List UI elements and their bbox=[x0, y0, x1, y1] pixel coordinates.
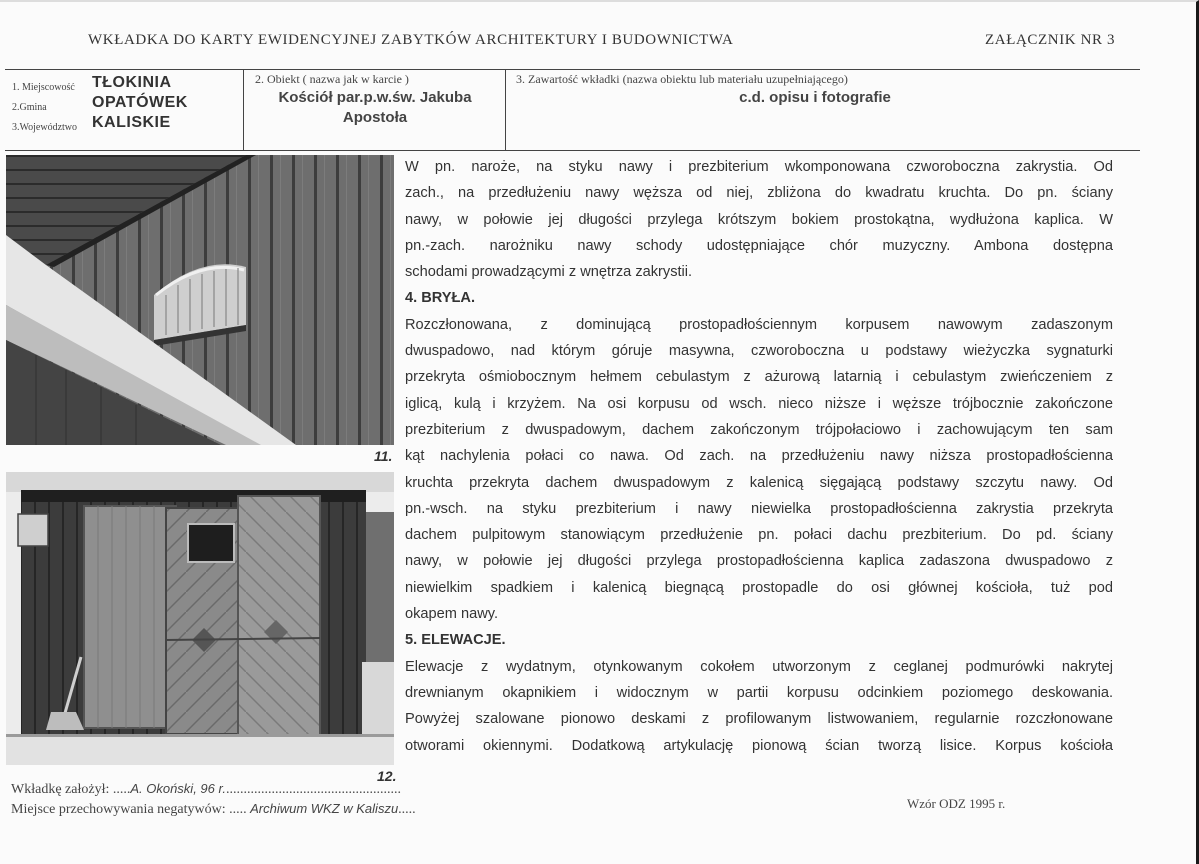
photo-2-number: 12. bbox=[377, 768, 397, 784]
founder-value: A. Okoński, 96 r. bbox=[130, 781, 226, 796]
photo-church-doors bbox=[6, 472, 394, 765]
description-line: 5. ELEWACJE. bbox=[405, 632, 506, 649]
commune-label: 2.Gmina bbox=[12, 102, 47, 113]
voivodeship-value: KALISKIE bbox=[92, 114, 171, 131]
description-line: kąt nachylenia połaci co nawa. Od zach. na przedłużeniu nawy niższa prostopadłościenna bbox=[405, 448, 1113, 465]
description-line: zach., na przedłużeniu nawy węższa od niej, zbliżona do kwadratu kruchta. Do pn. ściany bbox=[405, 185, 1113, 202]
description-line: dachem pulpitowym stanowiącym przedłużenie pn. połaci dachu prezbiterium. Do pd. ściany bbox=[405, 527, 1113, 544]
description-line: przekryta ośmiobocznym hełmem cebulastym z ażurową latarnią i cebulastym zwieńczeniem z bbox=[405, 369, 1113, 386]
description-line: nawy, w połowie jej długości przylega krótszym bokiem prostokątna, wydłużona kaplica. W bbox=[405, 211, 1113, 228]
description-line: niewielkim spadkiem i kalenicą biegnącą prostopadle do osi głównej kościoła, tuż pod bbox=[405, 579, 1113, 596]
description-text bbox=[405, 154, 1113, 759]
storage-dots: ..... bbox=[398, 802, 416, 817]
photo-church-wall-window bbox=[6, 155, 394, 445]
description-line: iglicą, kulą i krzyżem. Na osi korpusu od wsch. nieco niższe i węższe trójbocznie zakończone bbox=[405, 395, 1113, 412]
description-line: Elewacje z wydatnym, otynkowanym cokołem utworzonym z ceglanej podmurówki nakrytej bbox=[405, 658, 1113, 675]
description-line: pn.-wsch. na styku prezbiterium i nawy niewielka prostopadłościenna zakrystia przekryta bbox=[405, 500, 1113, 517]
description-line: pn.-zach. narożniku nawy schody udostępniające chór muzyczny. Ambona dostępna bbox=[405, 237, 1113, 254]
object-value-line2: Apostoła bbox=[342, 109, 408, 126]
form-pattern-note: Wzór ODZ 1995 r. bbox=[907, 796, 1006, 811]
description-line: schodami prowadzącymi z wnętrza zakrystii. bbox=[405, 264, 693, 281]
photo-church-doors-image bbox=[6, 472, 394, 765]
description-line: W pn. naroże, na styku nawy i prezbiterium wkomponowana czworoboczna zakrystia. Od bbox=[405, 159, 1113, 175]
locality-value: TŁOKINIA bbox=[92, 74, 172, 91]
founder-line bbox=[11, 781, 401, 798]
form-divider-1 bbox=[243, 69, 244, 150]
storage-value: Archiwum WKZ w Kaliszu bbox=[250, 801, 399, 816]
storage-label: Miejsce przechowywania negatywów: ..... bbox=[11, 802, 247, 817]
description-line: otworami okiennymi. Dodatkową artykulację pionową ścian tworzą lisice. Korpus kościoła bbox=[405, 737, 1113, 754]
content-value: c.d. opisu i fotografie bbox=[739, 89, 891, 106]
object-label: 2. Obiekt ( nazwa jak w karcie ) bbox=[255, 72, 409, 86]
description-line: dwuspadowo, nad którym góruje masywna, czworoboczna u podstawy wieżyczka sygnaturki bbox=[405, 343, 1113, 360]
content-label: 3. Zawartość wkładki (nazwa obiektu lub materiału uzupełniającego) bbox=[516, 72, 848, 86]
commune-value: OPATÓWEK bbox=[92, 94, 188, 111]
description-line: 4. BRYŁA. bbox=[405, 290, 476, 307]
locality-label: 1. Miejscowość bbox=[12, 82, 75, 93]
description-line: okapem nawy. bbox=[405, 606, 499, 623]
description-line: drewnianym okapnikiem i widocznym w partii korpusu odcinkiem poziomego deskowania. bbox=[405, 684, 1113, 701]
founder-label: Wkładkę założył: ..... bbox=[11, 782, 131, 797]
object-value-line1: Kościół par.p.w.św. Jakuba bbox=[278, 89, 472, 106]
description-line: kruchta przekryta dachem dwuspadowym z kalenicą sięgającą podstawy szczytu nawy. Od bbox=[405, 474, 1113, 491]
form-divider-2 bbox=[505, 69, 506, 150]
photo-church-wall-window-image bbox=[6, 155, 394, 445]
founder-dots: .................................................. bbox=[225, 782, 401, 797]
description-line: prezbiterium z dwuspadowym, dachem zakończonym trójpołaciowo i zachowującym ten sam bbox=[405, 421, 1113, 438]
voivodeship-label: 3.Województwo bbox=[12, 122, 78, 133]
form-bottom-rule bbox=[5, 150, 1140, 151]
description-line: Powyżej szalowane pionowo deskami z profilowanym listwowaniem, regularnie rozczłonowane bbox=[405, 711, 1113, 728]
description-line: nawy, w połowie jej długości przylega prostopadłościenna kaplica zadaszona dwuspadowo z bbox=[405, 553, 1113, 570]
storage-line bbox=[11, 801, 416, 818]
annex-number: ZAŁĄCZNIK NR 3 bbox=[985, 32, 1116, 48]
photo-1-number: 11. bbox=[374, 448, 393, 464]
document-title: WKŁADKA DO KARTY EWIDENCYJNEJ ZABYTKÓW ARCHITEKTURY I BUDOWNICTWA bbox=[88, 32, 734, 48]
description-line: Rozczłonowana, z dominującą prostopadłościennym korpusem nawowym zadaszonym bbox=[405, 316, 1113, 333]
form-top-rule bbox=[5, 69, 1140, 70]
